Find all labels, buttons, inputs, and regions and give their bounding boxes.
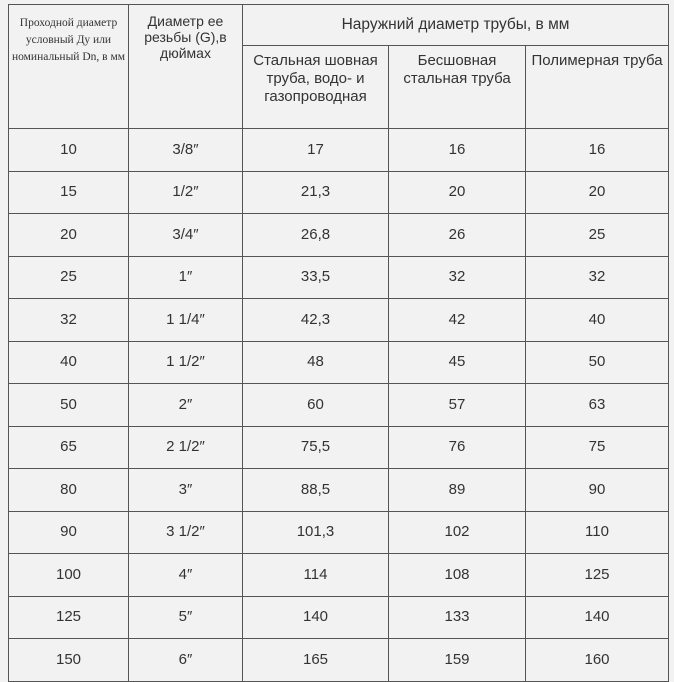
cell-thread-diameter: 3 1/2″ bbox=[129, 511, 243, 554]
cell-polymer: 50 bbox=[526, 341, 669, 384]
cell-polymer: 160 bbox=[526, 639, 669, 682]
cell-polymer: 125 bbox=[526, 554, 669, 597]
cell-nominal-diameter: 20 bbox=[9, 214, 129, 257]
cell-seamless-steel: 20 bbox=[389, 171, 526, 214]
header-seamless-steel: Бесшовная стальная труба bbox=[389, 46, 526, 129]
cell-steel-seam: 60 bbox=[243, 384, 389, 427]
cell-thread-diameter: 3/8″ bbox=[129, 129, 243, 172]
cell-thread-diameter: 6″ bbox=[129, 639, 243, 682]
header-polymer: Полимерная труба bbox=[526, 46, 669, 129]
header-row-top bbox=[9, 5, 669, 46]
cell-thread-diameter: 1 1/2″ bbox=[129, 341, 243, 384]
cell-nominal-diameter: 65 bbox=[9, 426, 129, 469]
cell-nominal-diameter: 80 bbox=[9, 469, 129, 512]
cell-seamless-steel: 16 bbox=[389, 129, 526, 172]
cell-seamless-steel: 42 bbox=[389, 299, 526, 342]
cell-steel-seam: 114 bbox=[243, 554, 389, 597]
cell-thread-diameter: 3/4″ bbox=[129, 214, 243, 257]
cell-nominal-diameter: 100 bbox=[9, 554, 129, 597]
cell-polymer: 63 bbox=[526, 384, 669, 427]
cell-steel-seam: 17 bbox=[243, 129, 389, 172]
cell-polymer: 20 bbox=[526, 171, 669, 214]
cell-polymer: 75 bbox=[526, 426, 669, 469]
cell-polymer: 32 bbox=[526, 256, 669, 299]
cell-thread-diameter: 1/2″ bbox=[129, 171, 243, 214]
cell-steel-seam: 75,5 bbox=[243, 426, 389, 469]
cell-steel-seam: 165 bbox=[243, 639, 389, 682]
cell-nominal-diameter: 150 bbox=[9, 639, 129, 682]
cell-polymer: 25 bbox=[526, 214, 669, 257]
cell-nominal-diameter: 40 bbox=[9, 341, 129, 384]
header-steel-seam: Стальная шовная труба, водо- и газопроводная bbox=[243, 46, 389, 129]
cell-thread-diameter: 3″ bbox=[129, 469, 243, 512]
cell-steel-seam: 101,3 bbox=[243, 511, 389, 554]
cell-seamless-steel: 26 bbox=[389, 214, 526, 257]
cell-nominal-diameter: 25 bbox=[9, 256, 129, 299]
cell-polymer: 16 bbox=[526, 129, 669, 172]
cell-steel-seam: 140 bbox=[243, 596, 389, 639]
header-nominal-diameter: Проходной диаметр условный Ду или номинальный Dn, в мм bbox=[9, 5, 129, 129]
pipe-diameter-table bbox=[8, 4, 669, 682]
table-row bbox=[9, 256, 669, 299]
cell-thread-diameter: 1″ bbox=[129, 256, 243, 299]
table-row bbox=[9, 554, 669, 597]
table-body bbox=[9, 129, 669, 682]
cell-seamless-steel: 102 bbox=[389, 511, 526, 554]
table-row bbox=[9, 299, 669, 342]
cell-seamless-steel: 32 bbox=[389, 256, 526, 299]
cell-seamless-steel: 45 bbox=[389, 341, 526, 384]
table-row bbox=[9, 341, 669, 384]
cell-nominal-diameter: 32 bbox=[9, 299, 129, 342]
table-row bbox=[9, 171, 669, 214]
table-row bbox=[9, 426, 669, 469]
cell-steel-seam: 33,5 bbox=[243, 256, 389, 299]
cell-seamless-steel: 108 bbox=[389, 554, 526, 597]
cell-thread-diameter: 1 1/4″ bbox=[129, 299, 243, 342]
table-row bbox=[9, 214, 669, 257]
header-outer-diameter-group: Наружний диаметр трубы, в мм bbox=[243, 5, 669, 46]
cell-nominal-diameter: 50 bbox=[9, 384, 129, 427]
cell-polymer: 110 bbox=[526, 511, 669, 554]
cell-seamless-steel: 57 bbox=[389, 384, 526, 427]
table-row bbox=[9, 596, 669, 639]
table-row bbox=[9, 469, 669, 512]
cell-polymer: 140 bbox=[526, 596, 669, 639]
cell-seamless-steel: 133 bbox=[389, 596, 526, 639]
table-row bbox=[9, 511, 669, 554]
cell-steel-seam: 88,5 bbox=[243, 469, 389, 512]
cell-seamless-steel: 76 bbox=[389, 426, 526, 469]
cell-seamless-steel: 159 bbox=[389, 639, 526, 682]
cell-nominal-diameter: 125 bbox=[9, 596, 129, 639]
cell-steel-seam: 26,8 bbox=[243, 214, 389, 257]
table-row bbox=[9, 384, 669, 427]
header-thread-diameter: Диаметр ее резьбы (G),в дюймах bbox=[129, 5, 243, 129]
cell-polymer: 40 bbox=[526, 299, 669, 342]
cell-nominal-diameter: 90 bbox=[9, 511, 129, 554]
cell-nominal-diameter: 10 bbox=[9, 129, 129, 172]
cell-thread-diameter: 4″ bbox=[129, 554, 243, 597]
cell-nominal-diameter: 15 bbox=[9, 171, 129, 214]
cell-polymer: 90 bbox=[526, 469, 669, 512]
table-row bbox=[9, 639, 669, 682]
table-row bbox=[9, 129, 669, 172]
cell-thread-diameter: 2 1/2″ bbox=[129, 426, 243, 469]
cell-steel-seam: 42,3 bbox=[243, 299, 389, 342]
cell-thread-diameter: 2″ bbox=[129, 384, 243, 427]
cell-steel-seam: 48 bbox=[243, 341, 389, 384]
cell-steel-seam: 21,3 bbox=[243, 171, 389, 214]
cell-seamless-steel: 89 bbox=[389, 469, 526, 512]
cell-thread-diameter: 5″ bbox=[129, 596, 243, 639]
